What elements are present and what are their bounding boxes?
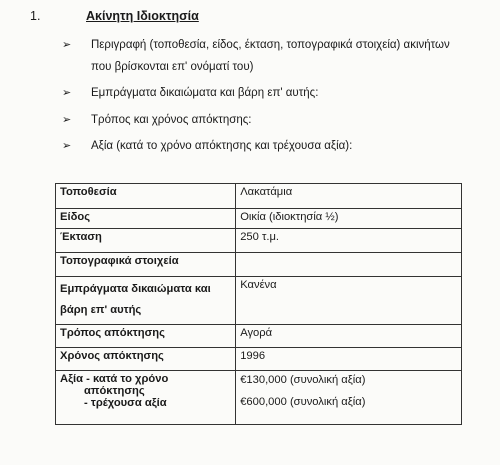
arrow-bullet-icon: ➢ bbox=[62, 140, 72, 152]
section-title: Ακίνητη Ιδιοκτησία bbox=[86, 9, 199, 23]
row-label-line: Αξία - κατά το χρόνο bbox=[60, 373, 169, 385]
row-label: Χρόνος απόκτησης bbox=[56, 348, 236, 371]
row-value: Κανένα bbox=[236, 277, 462, 325]
bullet-text: που βρίσκονται επ' ονόματί του) bbox=[91, 61, 254, 73]
bullet-text: Περιγραφή (τοποθεσία, είδος, έκταση, τοπογραφικά στοιχεία) ακινήτων bbox=[91, 39, 450, 51]
section-heading bbox=[30, 9, 199, 23]
bullet-text: Αξία (κατά το χρόνο απόκτησης και τρέχουσα αξία): bbox=[91, 140, 353, 152]
row-label-line: βάρη επ' αυτής bbox=[60, 304, 142, 316]
row-label-line: - τρέχουσα αξία bbox=[84, 397, 167, 409]
table-row bbox=[56, 325, 462, 348]
row-label: Τρόπος απόκτησης bbox=[56, 325, 236, 348]
row-label-line: Εμπράγματα δικαιώματα και bbox=[60, 283, 211, 295]
row-label: Τοποθεσία bbox=[56, 184, 236, 209]
table-row bbox=[56, 253, 462, 277]
row-label: Είδος bbox=[56, 209, 236, 229]
row-value: Λακατάμια bbox=[236, 184, 462, 209]
row-label bbox=[56, 277, 236, 325]
row-value: 250 τ.μ. bbox=[236, 229, 462, 253]
row-label: Έκταση bbox=[56, 229, 236, 253]
value-line: €600,000 (συνολική αξία) bbox=[240, 396, 366, 408]
bullet-text: Εμπράγματα δικαιώματα και βάρη επ' αυτής: bbox=[91, 87, 319, 99]
table-row bbox=[56, 184, 462, 209]
table-row bbox=[56, 371, 462, 425]
value-line: €130,000 (συνολική αξία) bbox=[240, 374, 366, 386]
arrow-bullet-icon: ➢ bbox=[62, 114, 72, 126]
property-table bbox=[55, 183, 462, 425]
table-row bbox=[56, 229, 462, 253]
row-value: Αγορά bbox=[236, 325, 462, 348]
table-row bbox=[56, 277, 462, 325]
row-value bbox=[236, 371, 462, 425]
table-row bbox=[56, 348, 462, 371]
table-row bbox=[56, 209, 462, 229]
row-value: 1996 bbox=[236, 348, 462, 371]
row-label-line: απόκτησης bbox=[84, 385, 145, 397]
arrow-bullet-icon: ➢ bbox=[62, 39, 72, 51]
section-number: 1. bbox=[30, 9, 41, 23]
row-label bbox=[56, 371, 236, 425]
arrow-bullet-icon: ➢ bbox=[62, 87, 72, 99]
row-label: Τοπογραφικά στοιχεία bbox=[56, 253, 236, 277]
row-value bbox=[236, 253, 462, 277]
bullet-text: Τρόπος και χρόνος απόκτησης: bbox=[91, 114, 252, 126]
row-value: Οικία (ιδιοκτησία ½) bbox=[236, 209, 462, 229]
